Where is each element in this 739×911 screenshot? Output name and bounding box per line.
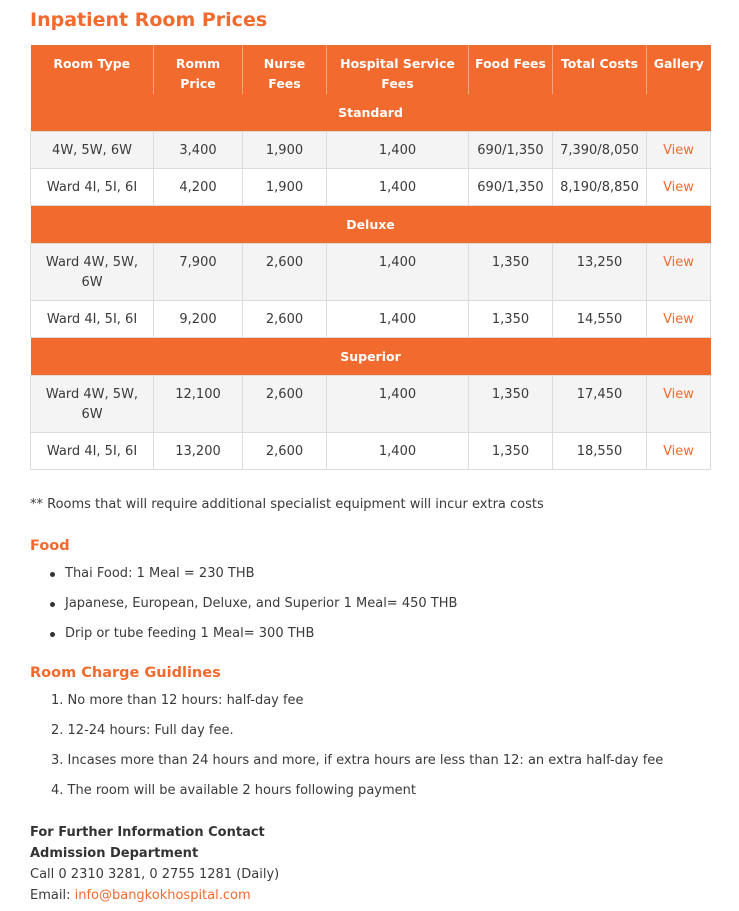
- cell-gallery: [647, 132, 711, 169]
- cell-gallery: [647, 376, 711, 433]
- contact-block: [30, 822, 279, 906]
- list-item: 1. No more than 12 hours: half-day fee: [51, 693, 304, 708]
- list-item: 2. 12-24 hours: Full day fee.: [51, 723, 234, 738]
- cell-service-fees: 1,400: [327, 244, 469, 301]
- list-item: 4. The room will be available 2 hours following payment: [51, 783, 416, 798]
- header-room-price: Romm Price: [154, 45, 243, 94]
- food-item-text: Drip or tube feeding 1 Meal= 300 THB: [65, 626, 315, 641]
- contact-phone: Call 0 2310 3281, 0 2755 1281 (Daily): [30, 867, 280, 882]
- cell-room-type: Ward 4I, 5I, 6I: [31, 433, 154, 470]
- food-heading: Food: [30, 538, 70, 554]
- email-label: Email:: [30, 888, 75, 903]
- table-row: [31, 433, 711, 470]
- rules-heading: Room Charge Guidlines: [30, 665, 221, 681]
- cell-nurse-fees: 1,900: [243, 132, 327, 169]
- cell-gallery: [647, 169, 711, 206]
- bullet-icon: [50, 632, 55, 637]
- price-table: [30, 45, 711, 470]
- view-gallery-link[interactable]: View: [663, 444, 694, 459]
- cell-gallery: [647, 433, 711, 470]
- rules-list: [30, 691, 663, 811]
- cell-nurse-fees: 2,600: [243, 433, 327, 470]
- cell-service-fees: 1,400: [327, 132, 469, 169]
- cell-total-costs: 18,550: [553, 433, 647, 470]
- cell-room-type: Ward 4I, 5I, 6I: [31, 169, 154, 206]
- bullet-icon: [50, 602, 55, 607]
- view-gallery-link[interactable]: View: [663, 387, 694, 402]
- food-item-text: Japanese, European, Deluxe, and Superior 1 Meal= 450 THB: [65, 596, 458, 611]
- cell-room-price: 9,200: [154, 301, 243, 338]
- cell-room-type: Ward 4W, 5W, 6W: [31, 244, 154, 301]
- cell-service-fees: 1,400: [327, 169, 469, 206]
- contact-heading: For Further Information Contact: [30, 825, 265, 840]
- group-label: Deluxe: [31, 206, 711, 244]
- food-item-text: Thai Food: 1 Meal = 230 THB: [65, 566, 255, 581]
- cell-food-fees: 690/1,350: [469, 169, 553, 206]
- cell-food-fees: 1,350: [469, 376, 553, 433]
- header-room-type: Room Type: [31, 45, 154, 94]
- cell-nurse-fees: 1,900: [243, 169, 327, 206]
- contact-department: Admission Department: [30, 846, 199, 861]
- cell-food-fees: 1,350: [469, 301, 553, 338]
- cell-nurse-fees: 2,600: [243, 376, 327, 433]
- cell-room-price: 4,200: [154, 169, 243, 206]
- cell-food-fees: 690/1,350: [469, 132, 553, 169]
- list-item: [30, 624, 457, 654]
- table-header-row: [31, 45, 711, 94]
- cell-total-costs: 13,250: [553, 244, 647, 301]
- cell-room-type: 4W, 5W, 6W: [31, 132, 154, 169]
- cell-total-costs: 8,190/8,850: [553, 169, 647, 206]
- header-food-fees: Food Fees: [469, 45, 553, 94]
- table-row: [31, 169, 711, 206]
- cell-food-fees: 1,350: [469, 244, 553, 301]
- group-row-standard: [31, 94, 711, 132]
- cell-room-price: 3,400: [154, 132, 243, 169]
- header-nurse-fees: Nurse Fees: [243, 45, 327, 94]
- view-gallery-link[interactable]: View: [663, 312, 694, 327]
- header-total-costs: Total Costs: [553, 45, 647, 94]
- cell-room-price: 13,200: [154, 433, 243, 470]
- list-item: [30, 564, 457, 594]
- cell-room-price: 7,900: [154, 244, 243, 301]
- email-link[interactable]: info@bangkokhospital.com: [74, 888, 251, 903]
- cell-total-costs: 17,450: [553, 376, 647, 433]
- group-row-deluxe: [31, 206, 711, 244]
- cell-room-type: Ward 4I, 5I, 6I: [31, 301, 154, 338]
- group-label: Standard: [31, 94, 711, 132]
- bullet-icon: [50, 572, 55, 577]
- view-gallery-link[interactable]: View: [663, 143, 694, 158]
- cell-room-type: Ward 4W, 5W, 6W: [31, 376, 154, 433]
- cell-service-fees: 1,400: [327, 301, 469, 338]
- table-row: [31, 301, 711, 338]
- cell-gallery: [647, 244, 711, 301]
- group-row-superior: [31, 338, 711, 376]
- cell-food-fees: 1,350: [469, 433, 553, 470]
- cell-gallery: [647, 301, 711, 338]
- cell-total-costs: 14,550: [553, 301, 647, 338]
- cell-nurse-fees: 2,600: [243, 301, 327, 338]
- table-row: [31, 244, 711, 301]
- group-label: Superior: [31, 338, 711, 376]
- view-gallery-link[interactable]: View: [663, 180, 694, 195]
- food-list: [30, 564, 457, 654]
- contact-email-line: [30, 885, 279, 906]
- list-item: 3. Incases more than 24 hours and more, if extra hours are less than 12: an extra half-day fee: [51, 753, 664, 768]
- list-item: [30, 594, 457, 624]
- table-row: [31, 132, 711, 169]
- cell-total-costs: 7,390/8,050: [553, 132, 647, 169]
- cell-service-fees: 1,400: [327, 433, 469, 470]
- equipment-note: ** Rooms that will require additional specialist equipment will incur extra costs: [30, 497, 544, 512]
- view-gallery-link[interactable]: View: [663, 255, 694, 270]
- header-hospital-service-fees: Hospital Service Fees: [327, 45, 469, 94]
- table-row: [31, 376, 711, 433]
- cell-service-fees: 1,400: [327, 376, 469, 433]
- cell-room-price: 12,100: [154, 376, 243, 433]
- page-title: Inpatient Room Prices: [30, 9, 268, 31]
- cell-nurse-fees: 2,600: [243, 244, 327, 301]
- header-gallery: Gallery: [647, 45, 711, 94]
